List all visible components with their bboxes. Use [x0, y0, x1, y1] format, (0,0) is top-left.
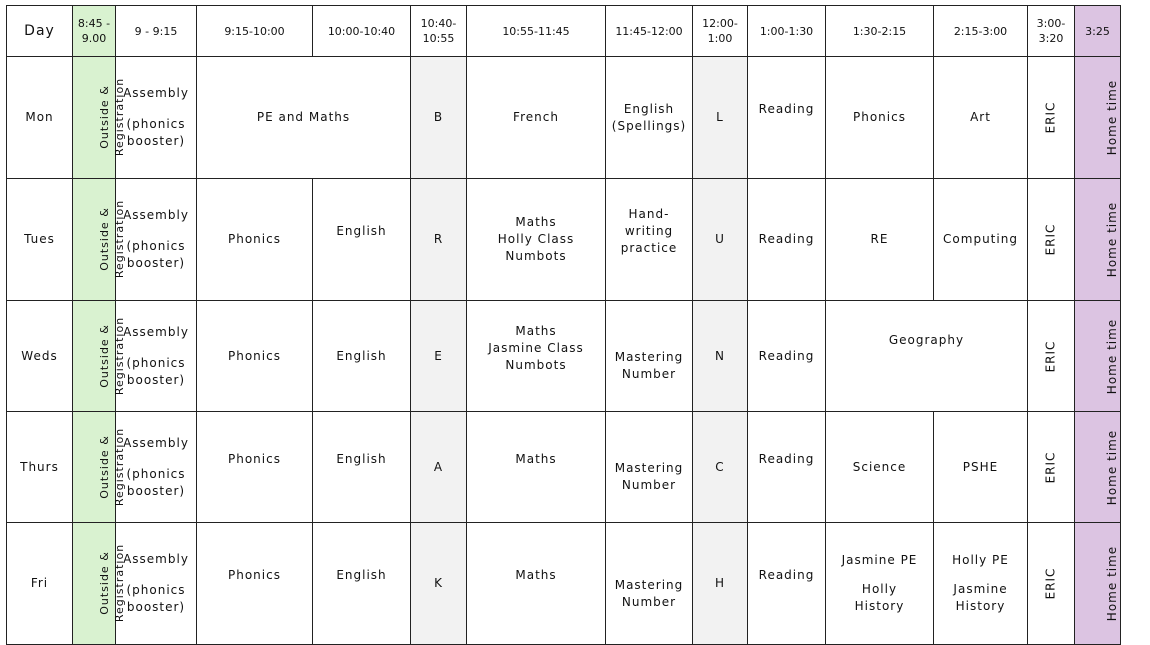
- lesson-pe-history-b: Holly PE Jasmine History: [934, 523, 1028, 645]
- assembly-cell: Assembly (phonics booster): [116, 179, 197, 301]
- registration-cell: Outside & Registration: [73, 179, 116, 301]
- lesson-pe-maths: PE and Maths: [197, 57, 411, 179]
- header-time-0900: 9 - 9:15: [116, 6, 197, 57]
- header-time-0915: 9:15-10:00: [197, 6, 313, 57]
- lesson-pshe: PSHE: [934, 412, 1028, 523]
- break-letter: E: [411, 301, 467, 412]
- header-time-0300: 3:00-3:20: [1028, 6, 1075, 57]
- day-label: Tues: [7, 179, 73, 301]
- eric-cell: ERIC: [1028, 412, 1075, 523]
- lesson-art: Art: [934, 57, 1028, 179]
- header-time-0325: 3:25: [1075, 6, 1121, 57]
- lesson-phonics: Phonics: [197, 301, 313, 412]
- lesson-mastering-number: Mastering Number: [606, 523, 693, 645]
- day-row-tues: [7, 179, 1121, 301]
- lesson-maths: Maths: [467, 412, 606, 523]
- day-row-fri: [7, 523, 1121, 645]
- eric-cell: ERIC: [1028, 523, 1075, 645]
- lesson-english: English: [313, 523, 411, 645]
- assembly-cell: Assembly (phonics booster): [116, 301, 197, 412]
- lunch-letter: U: [693, 179, 748, 301]
- break-letter: K: [411, 523, 467, 645]
- day-label: Thurs: [7, 412, 73, 523]
- lesson-phonics: Phonics: [826, 57, 934, 179]
- lesson-english: English: [313, 412, 411, 523]
- day-row-mon: [7, 57, 1121, 179]
- eric-cell: ERIC: [1028, 301, 1075, 412]
- assembly-cell: Assembly (phonics booster): [116, 412, 197, 523]
- registration-cell: Outside & Registration: [73, 301, 116, 412]
- lesson-maths: Maths Jasmine Class Numbots: [467, 301, 606, 412]
- lesson-reading: Reading: [748, 301, 826, 412]
- day-label: Mon: [7, 57, 73, 179]
- day-label: Weds: [7, 301, 73, 412]
- lesson-reading: Reading: [748, 412, 826, 523]
- header-time-0130: 1:30-2:15: [826, 6, 934, 57]
- lesson-science: Science: [826, 412, 934, 523]
- header-time-0100: 1:00-1:30: [748, 6, 826, 57]
- header-time-1055: 10:55-11:45: [467, 6, 606, 57]
- home-time-cell: Home time: [1075, 523, 1121, 645]
- lesson-english: English: [313, 301, 411, 412]
- timetable: [6, 5, 1121, 645]
- header-time-1000: 10:00-10:40: [313, 6, 411, 57]
- assembly-cell: Assembly (phonics booster): [116, 523, 197, 645]
- lesson-phonics: Phonics: [197, 179, 313, 301]
- day-label: Fri: [7, 523, 73, 645]
- lesson-reading: Reading: [748, 57, 826, 179]
- lesson-computing: Computing: [934, 179, 1028, 301]
- assembly-cell: Assembly (phonics booster): [116, 57, 197, 179]
- header-time-0845: 8:45 - 9.00: [73, 6, 116, 57]
- lesson-english-spellings: English (Spellings): [606, 57, 693, 179]
- lesson-mastering-number: Mastering Number: [606, 412, 693, 523]
- break-letter: A: [411, 412, 467, 523]
- eric-cell: ERIC: [1028, 57, 1075, 179]
- break-letter: R: [411, 179, 467, 301]
- lesson-phonics: Phonics: [197, 412, 313, 523]
- lesson-maths: Maths Holly Class Numbots: [467, 179, 606, 301]
- lesson-french: French: [467, 57, 606, 179]
- lesson-reading: Reading: [748, 179, 826, 301]
- lesson-pe-history-a: Jasmine PE Holly History: [826, 523, 934, 645]
- header-row: [7, 6, 1121, 57]
- break-letter: B: [411, 57, 467, 179]
- home-time-cell: Home time: [1075, 57, 1121, 179]
- home-time-cell: Home time: [1075, 301, 1121, 412]
- home-time-cell: Home time: [1075, 179, 1121, 301]
- registration-cell: Outside & Registration: [73, 57, 116, 179]
- lunch-letter: N: [693, 301, 748, 412]
- lesson-mastering-number: Mastering Number: [606, 301, 693, 412]
- header-time-0215: 2:15-3:00: [934, 6, 1028, 57]
- registration-cell: Outside & Registration: [73, 523, 116, 645]
- day-row-thurs: [7, 412, 1121, 523]
- lesson-english: English: [313, 179, 411, 301]
- lunch-letter: H: [693, 523, 748, 645]
- lesson-phonics: Phonics: [197, 523, 313, 645]
- header-time-1200: 12:00-1:00: [693, 6, 748, 57]
- header-time-1040: 10:40-10:55: [411, 6, 467, 57]
- lesson-handwriting: Hand- writing practice: [606, 179, 693, 301]
- header-time-1145: 11:45-12:00: [606, 6, 693, 57]
- lesson-re: RE: [826, 179, 934, 301]
- home-time-cell: Home time: [1075, 412, 1121, 523]
- eric-cell: ERIC: [1028, 179, 1075, 301]
- header-day: Day: [7, 6, 73, 57]
- lesson-reading: Reading: [748, 523, 826, 645]
- day-row-weds: [7, 301, 1121, 412]
- lesson-geography: Geography: [826, 301, 1028, 412]
- lunch-letter: L: [693, 57, 748, 179]
- lesson-maths: Maths: [467, 523, 606, 645]
- registration-cell: Outside & Registration: [73, 412, 116, 523]
- lunch-letter: C: [693, 412, 748, 523]
